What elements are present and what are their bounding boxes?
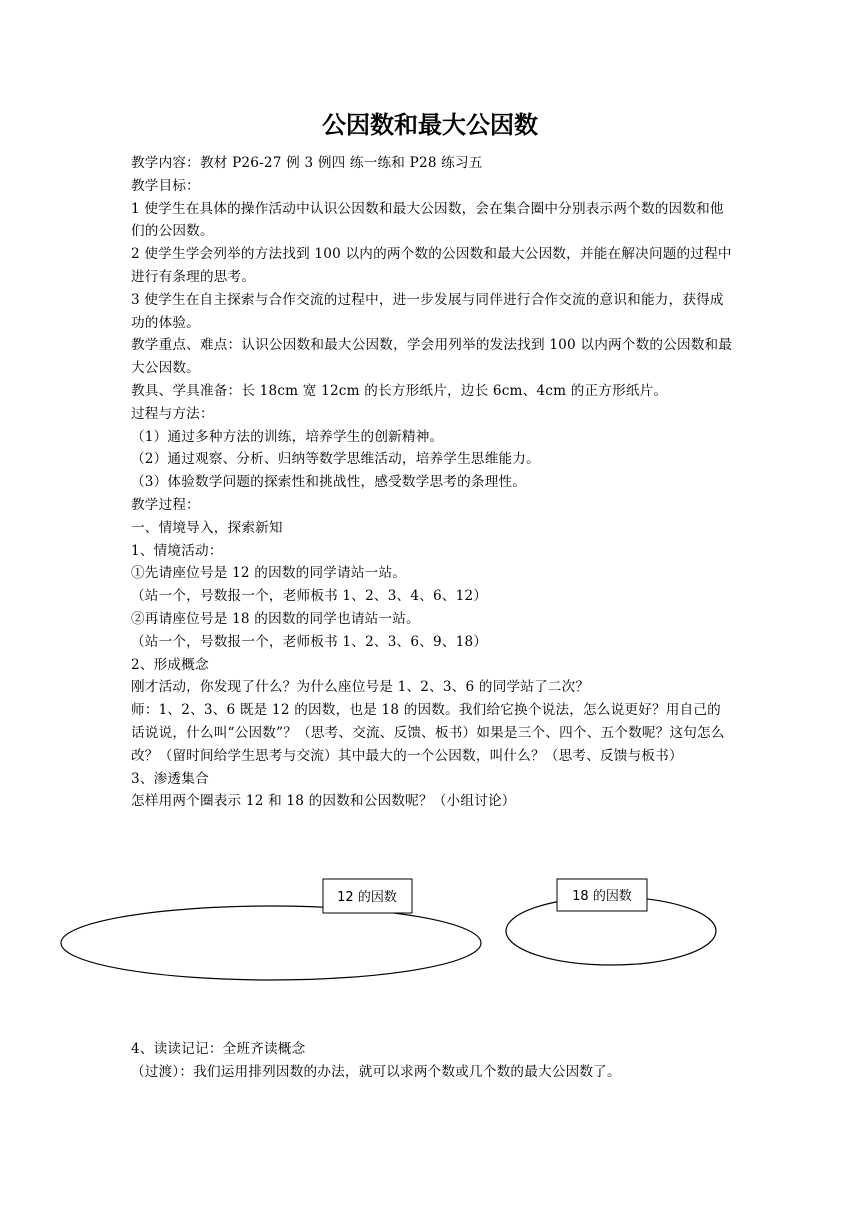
goal-1: 1 使学生在具体的操作活动中认识公因数和最大公因数，会在集合圈中分别表示两个数的因数和他们的公因数。	[131, 200, 724, 240]
set-diagram	[0, 813, 860, 1038]
activity-heading: 1、情境活动：	[131, 542, 223, 559]
process-method-heading: 过程与方法：	[131, 405, 214, 422]
activity-step-2: ②再请座位号是 18 的因数的同学也请站一站。	[131, 610, 420, 627]
method-3: （3）体验数学问题的探索性和挑战性，感受数学思考的条理性。	[131, 474, 527, 491]
goal-3: 3 使学生在自主探索与合作交流的过程中，进一步发展与同伴进行合作交流的意识和能力，获得成功的体验。	[131, 291, 724, 331]
set-heading: 3、渗透集合	[131, 770, 209, 787]
left-set-circle	[61, 906, 481, 980]
activity-step-1: ①先请座位号是 12 的因数的同学请站一站。	[131, 565, 407, 582]
document-body	[131, 152, 733, 1084]
teaching-content-line: 教学内容：教材 P26-27 例 3 例四 练一练和 P28 练习五	[131, 155, 483, 171]
teacher-paragraph: 师：1、2、3、6 既是 12 的因数，也是 18 的因数。我们给它换个说法，怎么说更好？用自己的话说说，什么叫“公因数”？（思考、交流、反馈、板书）如果是三个、四个、五个数呢？这句怎么改？（留时间给学生思考与交流）其中最大的一个公因数，叫什么？（思考、反馈与板书）	[131, 702, 725, 764]
right-label: 18 的因数	[572, 889, 632, 905]
method-1: （1）通过多种方法的训练，培养学生的创新精神。	[131, 428, 444, 445]
set-diagram-area	[131, 813, 733, 1038]
activity-note-1: （站一个，号数报一个，老师板书 1、2、3、4、6、12）	[131, 588, 488, 605]
key-points-line: 教学重点、难点：认识公因数和最大公因数，学会用列举的发法找到 100 以内两个数的公因数和最大公因数。	[131, 337, 733, 377]
teaching-process-heading: 教学过程：	[131, 496, 200, 513]
concept-heading: 2、形成概念	[131, 656, 209, 673]
method-2: （2）通过观察、分析、归纳等数学思维活动，培养学生思维能力。	[131, 451, 540, 468]
left-label: 12 的因数	[337, 890, 397, 906]
activity-note-2: （站一个，号数报一个，老师板书 1、2、3、6、9、18）	[131, 633, 488, 650]
goal-2: 2 使学生学会列举的方法找到 100 以内的两个数的公因数和最大公因数，并能在解决问题的过程中进行有条理的思考。	[131, 246, 732, 285]
read-remember-heading: 4、读读记记：全班齐读概念	[131, 1041, 306, 1058]
set-question: 怎样用两个圈表示 12 和 18 的因数和公因数呢？（小组讨论）	[131, 793, 516, 810]
section-1-heading: 一、情境导入，探索新知	[131, 519, 283, 536]
concept-question: 刚才活动，你发现了什么？为什么座位号是 1、2、3、6 的同学站了二次？	[131, 679, 590, 696]
page-title: 公因数和最大公因数	[322, 111, 538, 139]
materials-line: 教具、学具准备：长 18cm 宽 12cm 的长方形纸片，边长 6cm、4cm 的正方形纸片。	[131, 382, 668, 399]
transition-line: （过渡）：我们运用排列因数的办法，就可以求两个数或几个数的最大公因数了。	[131, 1063, 621, 1080]
teaching-goals-heading: 教学目标：	[131, 177, 200, 194]
